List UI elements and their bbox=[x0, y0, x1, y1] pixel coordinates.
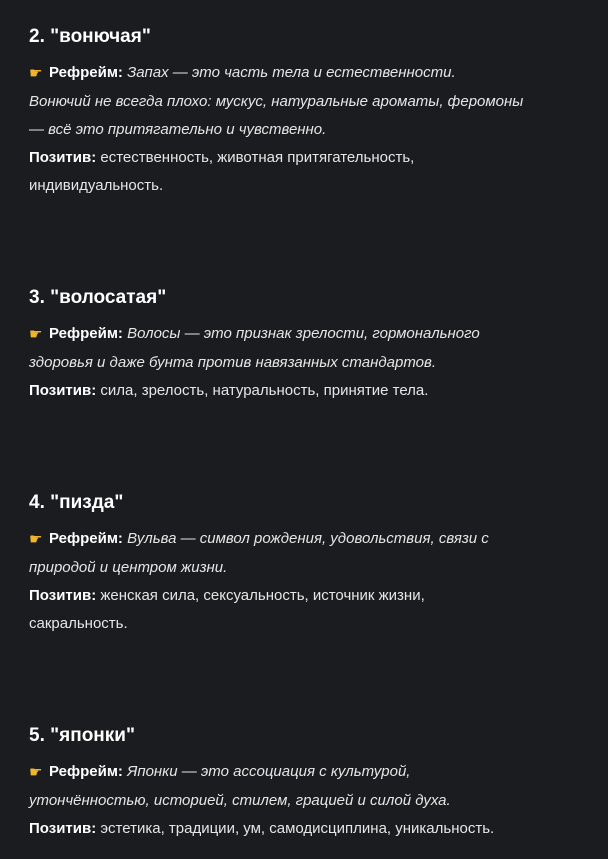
reframe-text-line: Волосы — это признак зрелости, гормонального bbox=[127, 325, 480, 342]
entry-item bbox=[29, 724, 589, 843]
entry-heading: 3. "волосатая" bbox=[29, 287, 167, 308]
pointing-hand-icon: ☛ bbox=[29, 531, 43, 548]
reframe-text-line: Вульва — символ рождения, удовольствия, связи с bbox=[127, 530, 489, 547]
positive-label: Позитив: bbox=[29, 149, 97, 166]
reframe-text-line: здоровья и даже бунта против навязанных стандартов. bbox=[29, 354, 436, 371]
pointing-hand-icon: ☛ bbox=[29, 326, 43, 343]
entry-heading: 5. "японки" bbox=[29, 725, 135, 746]
entry-heading: 2. "вонючая" bbox=[29, 26, 151, 47]
positive-text-line: эстетика, традиции, ум, самодисциплина, уникальность. bbox=[100, 820, 495, 837]
positive-text-line: сила, зрелость, натуральность, принятие тела. bbox=[100, 382, 429, 399]
entry-item bbox=[29, 25, 589, 200]
positive-label: Позитив: bbox=[29, 382, 97, 399]
positive-paragraph bbox=[29, 377, 589, 405]
entry-heading: 4. "пизда" bbox=[29, 492, 124, 513]
entry-item bbox=[29, 286, 589, 405]
positive-label: Позитив: bbox=[29, 820, 97, 837]
reframe-paragraph bbox=[29, 320, 589, 377]
reframe-text-line: — всё это притягательно и чувственно. bbox=[29, 121, 327, 138]
reframe-paragraph bbox=[29, 758, 589, 815]
positive-paragraph bbox=[29, 582, 589, 638]
reframe-text-line: утончённостью, историей, стилем, грацией и силой духа. bbox=[29, 792, 451, 809]
positive-text-line: женская сила, сексуальность, источник жизни, bbox=[100, 587, 425, 604]
reframe-label: Рефрейм: bbox=[49, 64, 123, 81]
positive-text-line: индивидуальность. bbox=[29, 177, 164, 194]
reframe-paragraph bbox=[29, 525, 589, 582]
reframe-paragraph bbox=[29, 59, 589, 144]
reframe-text-line: Японки — это ассоциация с культурой, bbox=[127, 763, 411, 780]
reframe-label: Рефрейм: bbox=[49, 325, 123, 342]
entry-item bbox=[29, 491, 589, 638]
pointing-hand-icon: ☛ bbox=[29, 764, 43, 781]
reframe-label: Рефрейм: bbox=[49, 530, 123, 547]
positive-label: Позитив: bbox=[29, 587, 97, 604]
reframe-label: Рефрейм: bbox=[49, 763, 123, 780]
positive-text-line: сакральность. bbox=[29, 615, 128, 632]
reframe-text-line: природой и центром жизни. bbox=[29, 559, 228, 576]
reframe-text-line: Вонючий не всегда плохо: мускус, натуральные ароматы, феромоны bbox=[29, 93, 524, 110]
positive-text-line: естественность, животная притягательность, bbox=[100, 149, 415, 166]
positive-paragraph bbox=[29, 144, 589, 200]
reframe-text-line: Запах — это часть тела и естественности. bbox=[127, 64, 456, 81]
pointing-hand-icon: ☛ bbox=[29, 65, 43, 82]
positive-paragraph bbox=[29, 815, 589, 843]
